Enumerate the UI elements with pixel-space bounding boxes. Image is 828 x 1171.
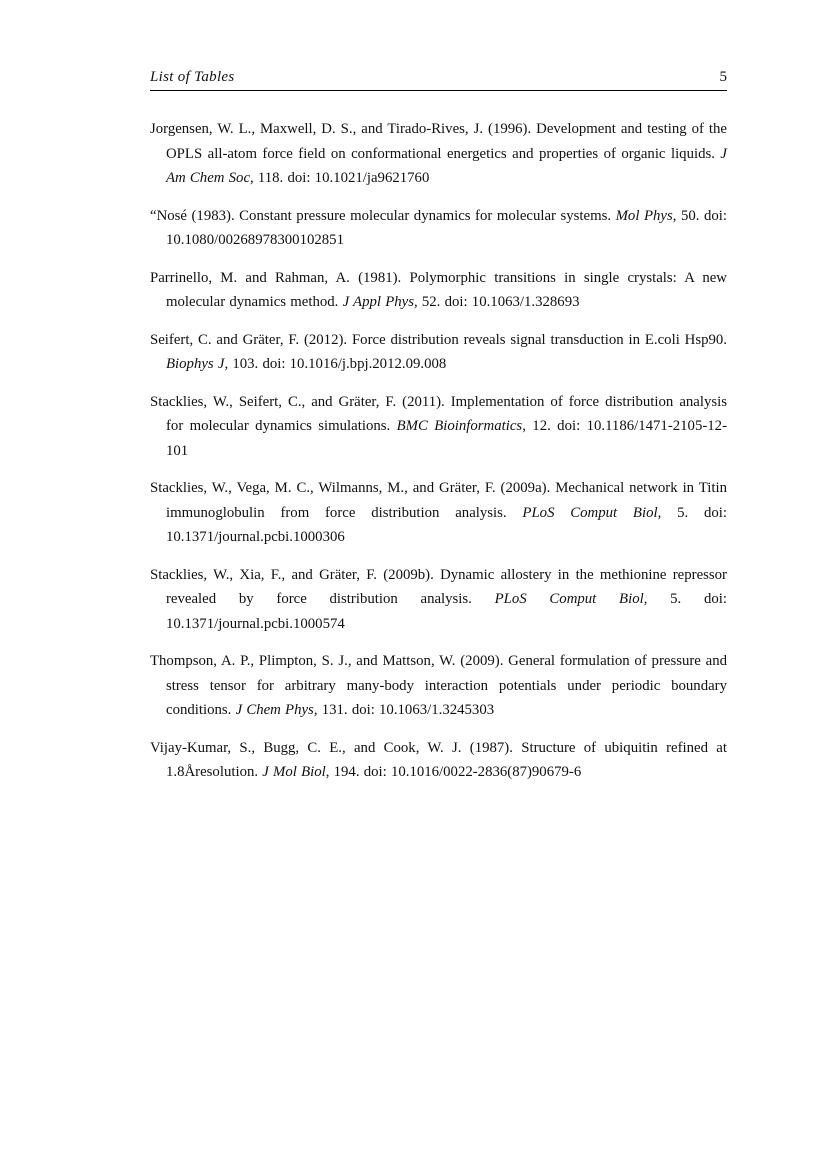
reference-text: Vijay-Kumar, S., Bugg, C. E., and Cook, W. J. (1987). Structure of ubiquitin refined at 1.8Åresolution. <box>150 739 727 780</box>
references-list <box>150 117 727 785</box>
reference-text: , 5. doi: 10.1371/journal.pcbi.1000306 <box>166 504 728 545</box>
reference-text: Stacklies, W., Seifert, C., and Gräter, F. (2011). Implementation of force distribution analysis for molecular dynamics simulations. <box>150 393 727 434</box>
reference-text: , 118. doi: 10.1021/ja9621760 <box>250 170 430 186</box>
reference-entry <box>150 204 727 253</box>
reference-entry <box>150 266 727 315</box>
reference-text: Seifert, C. and Gräter, F. (2012). Force distribution reveals signal transduction in E.coli Hsp90. <box>150 331 727 348</box>
reference-text: Jorgensen, W. L., Maxwell, D. S., and Tirado-Rives, J. (1996). Development and testing of the OPLS all-atom force field on conformational energetics and properties of organic liquids. <box>150 121 727 162</box>
reference-text: , 131. doi: 10.1063/1.3245303 <box>313 702 495 718</box>
reference-text: Thompson, A. P., Plimpton, S. J., and Mattson, W. (2009). General formulation of pressure and stress tensor for arbitrary many-body interaction potentials under periodic boundary conditions. <box>150 653 727 718</box>
journal-name: PLoS Comput Biol <box>494 591 644 607</box>
reference-text: “Nosé (1983). Constant pressure molecular dynamics for molecular systems. <box>150 207 616 224</box>
reference-entry <box>150 328 727 377</box>
journal-name: Biophys J <box>166 356 225 372</box>
reference-text: Parrinello, M. and Rahman, A. (1981). Polymorphic transitions in single crystals: A new molecular dynamics method. <box>150 269 727 310</box>
journal-name: J Mol Biol <box>262 764 326 780</box>
reference-text: , 103. doi: 10.1016/j.bpj.2012.09.008 <box>224 356 447 372</box>
reference-text: Stacklies, W., Vega, M. C., Wilmanns, M., and Gräter, F. (2009a). Mechanical network in Titin immunoglobulin from force distribution analysis. <box>150 480 727 521</box>
reference-entry <box>150 649 727 723</box>
journal-name: J Appl Phys <box>342 294 414 310</box>
reference-text: Stacklies, W., Xia, F., and Gräter, F. (2009b). Dynamic allostery in the methionine repressor revealed by force distribution analysis. <box>150 566 727 607</box>
page-header <box>150 0 727 91</box>
reference-text: , 5. doi: 10.1371/journal.pcbi.1000574 <box>166 591 728 632</box>
journal-name: J Chem Phys <box>235 702 314 718</box>
reference-entry <box>150 563 727 637</box>
journal-name: J Am Chem Soc <box>166 145 727 186</box>
running-head-title: List of Tables <box>150 69 235 85</box>
journal-name: PLoS Comput Biol <box>522 504 658 521</box>
journal-name: Mol Phys <box>615 207 673 224</box>
reference-entry <box>150 117 727 191</box>
reference-text: , 52. doi: 10.1063/1.328693 <box>413 294 580 310</box>
journal-name: BMC Bioinformatics <box>396 418 523 434</box>
reference-text: , 12. doi: 10.1186/1471-2105-12-101 <box>166 418 727 459</box>
reference-entry <box>150 736 727 785</box>
page-number: 5 <box>719 69 727 85</box>
reference-text: , 50. doi: 10.1080/00268978300102851 <box>166 207 727 248</box>
reference-entry <box>150 476 727 550</box>
reference-text: , 194. doi: 10.1016/0022-2836(87)90679-6 <box>325 764 582 780</box>
reference-entry <box>150 390 727 464</box>
